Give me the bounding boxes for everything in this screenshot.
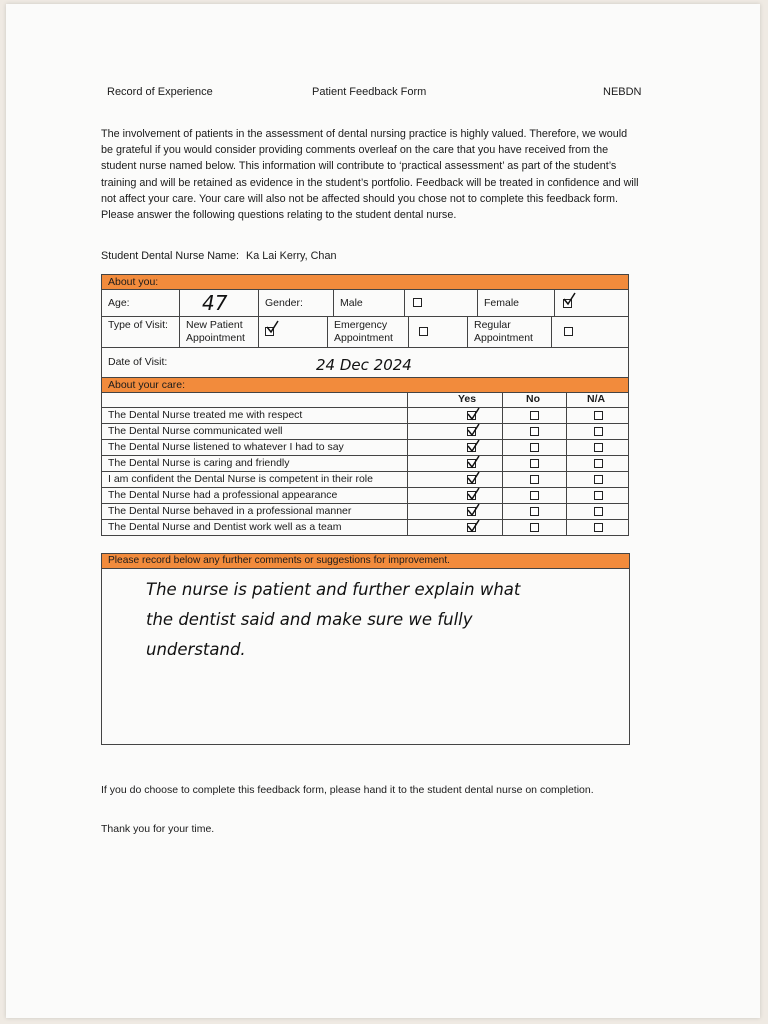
comments-title: Please record below any further comments or suggestions for improvement. [101, 553, 630, 569]
care-checkbox-no[interactable] [530, 475, 539, 484]
checkmark-icon [466, 487, 480, 501]
male-checkbox-cell[interactable] [404, 289, 478, 317]
care-question: The Dental Nurse is caring and friendly [108, 457, 290, 469]
comments-line-1: The nurse is patient and further explain what [146, 580, 521, 599]
visit-emergency-checkbox-cell[interactable] [408, 316, 468, 348]
table-row [101, 424, 629, 440]
col-no: No [526, 393, 540, 405]
student-name-line [101, 250, 336, 262]
checkmark-icon [265, 320, 279, 334]
care-checkbox-no[interactable] [530, 443, 539, 452]
checkmark-icon [466, 455, 480, 469]
visit-regular-checkbox[interactable] [564, 327, 573, 336]
age-label: Age: [101, 289, 180, 317]
footer-thanks: Thank you for your time. [101, 823, 215, 835]
gender-label: Gender: [258, 289, 334, 317]
care-checkbox-na[interactable] [594, 475, 603, 484]
table-row [101, 440, 629, 456]
care-question: The Dental Nurse had a professional appearance [108, 489, 338, 501]
care-checkbox-na[interactable] [594, 523, 603, 532]
checkmark-icon [466, 423, 480, 437]
care-checkbox-no[interactable] [530, 427, 539, 436]
care-checkbox-no[interactable] [530, 459, 539, 468]
header-left: Record of Experience [107, 86, 213, 98]
visit-emergency-checkbox[interactable] [419, 327, 428, 336]
care-checkbox-na[interactable] [594, 427, 603, 436]
col-yes: Yes [458, 393, 477, 405]
checkmark-icon [562, 292, 576, 306]
checkmark-icon [466, 519, 480, 533]
visit-regular-label: Regular Appointment [467, 316, 552, 348]
care-checkbox-no[interactable] [530, 411, 539, 420]
header-center: Patient Feedback Form [312, 86, 427, 98]
checkmark-icon [466, 503, 480, 517]
table-row [101, 456, 629, 472]
male-label: Male [333, 289, 405, 317]
header-right: NEBDN [603, 86, 642, 98]
about-care-section [101, 377, 629, 539]
care-checkbox-na[interactable] [594, 491, 603, 500]
care-question: The Dental Nurse communicated well [108, 425, 283, 437]
care-checkbox-na[interactable] [594, 507, 603, 516]
date-value[interactable]: 24 Dec 2024 [316, 356, 412, 374]
care-question: The Dental Nurse listened to whatever I had to say [108, 441, 344, 453]
checkmark-icon [466, 407, 480, 421]
care-checkbox-no[interactable] [530, 507, 539, 516]
visit-new-checkbox-cell[interactable] [258, 316, 328, 348]
intro-paragraph: The involvement of patients in the assessment of dental nursing practice is highly valued. Therefore, we would be grateful if you would consider providing comments overleaf on the care that you have received from the student nurse named below. This information will contribute to ‘practical assessment’ as part of the student’s training and will be retained as evidence in the student’s portfolio. Feedback will be treated in confidence and will not affect your care. Your care will also not be affected should you chose not to complete this feedback form. Please answer the following questions relating to the student dental nurse. [101, 128, 639, 222]
about-care-title: About your care: [101, 377, 629, 393]
comments-line-3: understand. [146, 640, 246, 659]
comments-text[interactable] [146, 575, 520, 665]
about-you-title: About you: [101, 274, 629, 290]
care-checkbox-no[interactable] [530, 523, 539, 532]
visit-type-label: Type of Visit: [101, 316, 180, 348]
visit-new-label: New Patient Appointment [179, 316, 259, 348]
footer-instructions: If you do choose to complete this feedback form, please hand it to the student dental nurse on completion. [101, 784, 594, 796]
table-row [101, 488, 629, 504]
care-checkbox-no[interactable] [530, 491, 539, 500]
table-row [101, 472, 629, 488]
female-label: Female [477, 289, 555, 317]
care-checkbox-na[interactable] [594, 443, 603, 452]
care-question: The Dental Nurse treated me with respect [108, 409, 303, 421]
table-row [101, 520, 629, 536]
date-label: Date of Visit: [108, 356, 168, 368]
table-row [101, 408, 629, 424]
checkmark-icon [466, 471, 480, 485]
student-name-label: Student Dental Nurse Name: [101, 250, 240, 262]
care-question: The Dental Nurse and Dentist work well as a team [108, 521, 342, 533]
checkmark-icon [466, 439, 480, 453]
about-you-section [101, 274, 629, 378]
student-name-value: Ka Lai Kerry, Chan [246, 250, 337, 262]
comments-line-2: the dentist said and make sure we fully [146, 610, 473, 629]
table-row [101, 504, 629, 520]
male-checkbox[interactable] [413, 298, 422, 307]
col-na: N/A [587, 393, 606, 405]
visit-regular-checkbox-cell[interactable] [551, 316, 629, 348]
female-checkbox-cell[interactable] [554, 289, 629, 317]
care-question: I am confident the Dental Nurse is competent in their role [108, 473, 373, 485]
care-checkbox-na[interactable] [594, 411, 603, 420]
visit-emergency-label: Emergency Appointment [327, 316, 409, 348]
care-header-row [101, 392, 629, 408]
care-question: The Dental Nurse behaved in a professional manner [108, 505, 352, 517]
care-checkbox-na[interactable] [594, 459, 603, 468]
age-value[interactable]: 47 [179, 289, 259, 317]
